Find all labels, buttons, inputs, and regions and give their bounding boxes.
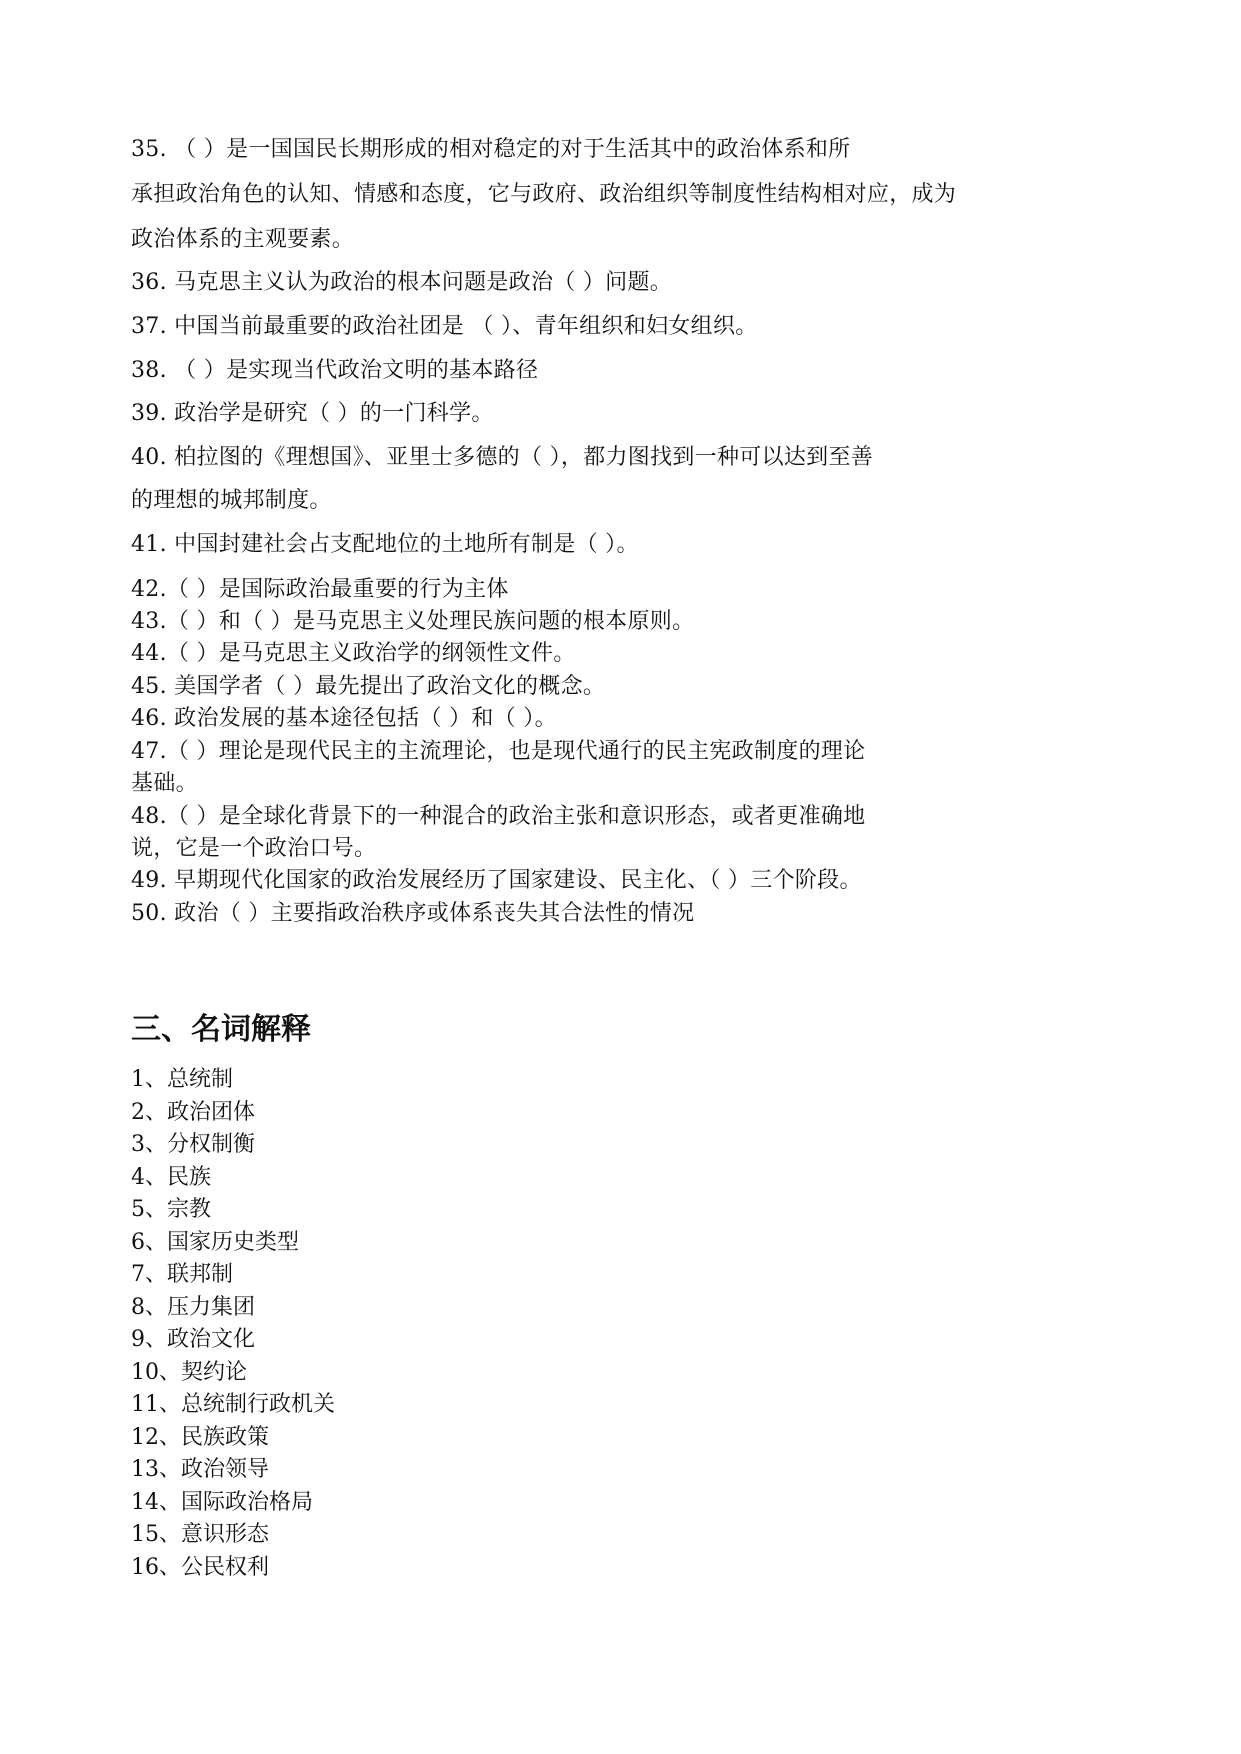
question-text: 41. 中国封建社会占支配地位的土地所有制是（ ）。 — [131, 532, 639, 557]
question-48-line-1 — [131, 804, 865, 830]
question-text: 36. 马克思主义认为政治的根本问题是政治（ ）问题。 — [131, 270, 673, 295]
question-46 — [131, 706, 557, 732]
question-42 — [131, 577, 509, 603]
question-text: 承担政治角色的认知、情感和态度，它与政府、政治组织等制度性结构相对应，成为 — [131, 182, 957, 207]
question-44 — [131, 641, 576, 667]
question-text: 50. 政治（ ）主要指政治秩序或体系丧失其合法性的情况 — [131, 901, 695, 926]
term-item: 11、总统制行政机关 — [131, 1392, 335, 1417]
term-item: 5、宗教 — [131, 1197, 211, 1222]
term-item: 7、联邦制 — [131, 1262, 233, 1287]
question-39 — [131, 401, 494, 427]
question-text: 说，它是一个政治口号。 — [131, 836, 377, 861]
term-item: 10、契约论 — [131, 1360, 247, 1385]
question-text: 的理想的城邦制度。 — [131, 488, 332, 513]
question-text: 37. 中国当前最重要的政治社团是 （ ）、青年组织和妇女组织。 — [131, 314, 758, 339]
question-38 — [131, 358, 538, 384]
term-item: 1、总统制 — [131, 1067, 233, 1092]
question-50 — [131, 901, 694, 927]
question-48-line-2 — [131, 836, 376, 862]
question-49 — [131, 868, 862, 894]
term-item: 12、民族政策 — [131, 1425, 269, 1450]
question-41 — [131, 532, 639, 558]
question-47-line-2 — [131, 771, 198, 797]
term-item: 8、压力集团 — [131, 1295, 255, 1320]
question-40-line-1 — [131, 445, 873, 471]
term-item: 16、公民权利 — [131, 1555, 269, 1580]
term-item: 9、政治文化 — [131, 1327, 255, 1352]
question-text: 43.（ ）和（ ）是马克思主义处理民族问题的根本原则。 — [131, 609, 695, 634]
question-text: 政治体系的主观要素。 — [131, 227, 355, 252]
section-heading: 三、名词解释 — [131, 1012, 311, 1047]
question-text: 47.（ ）理论是现代民主的主流理论，也是现代通行的民主宪政制度的理论 — [131, 739, 866, 764]
question-36 — [131, 270, 672, 296]
term-item: 15、意识形态 — [131, 1522, 269, 1547]
term-item: 13、政治领导 — [131, 1457, 269, 1482]
term-item: 14、国际政治格局 — [131, 1490, 313, 1515]
question-47-line-1 — [131, 739, 865, 765]
question-40-line-2 — [131, 488, 332, 514]
term-item: 6、国家历史类型 — [131, 1230, 299, 1255]
question-text: 35. （ ）是一国国民长期形成的相对稳定的对于生活其中的政治体系和所 — [131, 137, 851, 162]
question-text: 48.（ ）是全球化背景下的一种混合的政治主张和意识形态，或者更准确地 — [131, 804, 866, 829]
question-35-line-3 — [131, 227, 354, 253]
question-text: 44.（ ）是马克思主义政治学的纲领性文件。 — [131, 641, 576, 666]
question-text: 40. 柏拉图的《理想国》、亚里士多德的（ ），都力图找到一种可以达到至善 — [131, 445, 874, 470]
question-45 — [131, 674, 605, 700]
question-text: 46. 政治发展的基本途径包括（ ）和（ ）。 — [131, 706, 557, 731]
question-text: 49. 早期现代化国家的政治发展经历了国家建设、民主化、（ ）三个阶段。 — [131, 868, 862, 893]
question-text: 38. （ ）是实现当代政治文明的基本路径 — [131, 358, 539, 383]
question-37 — [131, 314, 758, 340]
question-text: 39. 政治学是研究（ ）的一门科学。 — [131, 401, 494, 426]
question-43 — [131, 609, 694, 635]
question-text: 45. 美国学者（ ）最先提出了政治文化的概念。 — [131, 674, 606, 699]
question-text: 基础。 — [131, 771, 198, 796]
question-35-line-1 — [131, 137, 850, 163]
question-35-line-2 — [131, 182, 956, 208]
term-item: 2、政治团体 — [131, 1100, 255, 1125]
term-item: 3、分权制衡 — [131, 1132, 255, 1157]
question-text: 42.（ ）是国际政治最重要的行为主体 — [131, 577, 509, 602]
term-item: 4、民族 — [131, 1165, 211, 1190]
